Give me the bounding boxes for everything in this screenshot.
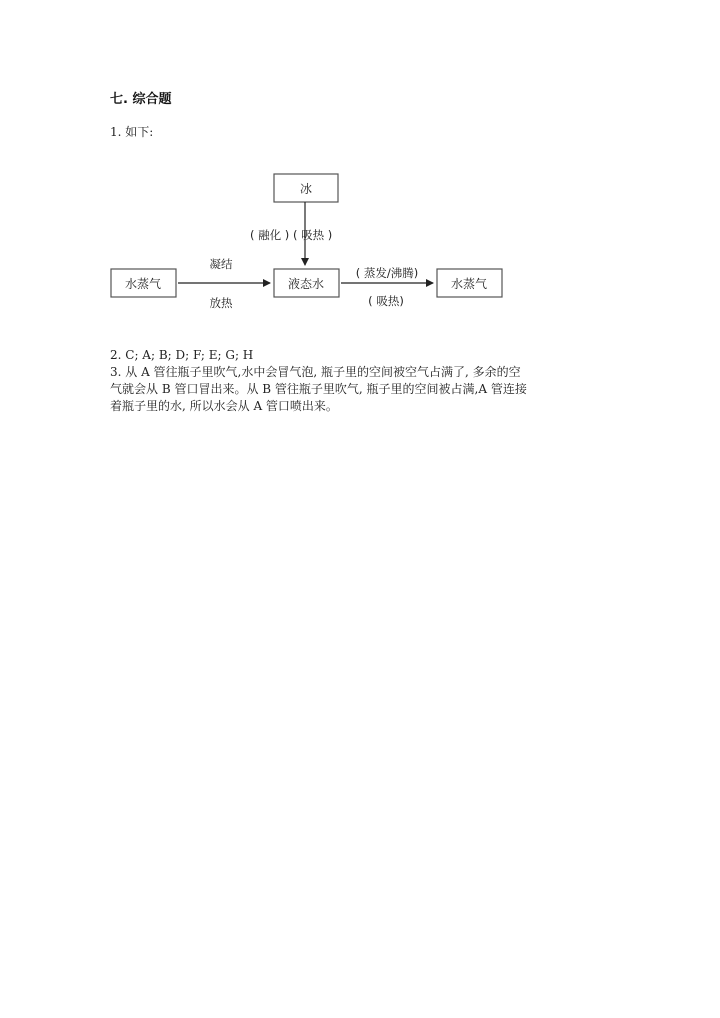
question-3-answer bbox=[110, 364, 610, 415]
section-title: 七. 综合题 bbox=[110, 92, 172, 107]
node-liquid-water-label: 液态水 bbox=[287, 277, 325, 291]
node-ice bbox=[274, 174, 338, 202]
node-liquid-water bbox=[274, 269, 339, 297]
node-water-vapor-left-label: 水蒸气 bbox=[124, 277, 162, 291]
state-change-diagram bbox=[100, 165, 520, 315]
node-water-vapor-right-label: 水蒸气 bbox=[450, 277, 488, 291]
label-evaporation: ( 蒸发/沸腾) bbox=[355, 266, 419, 280]
question-1-text: 1. 如下: bbox=[110, 125, 154, 139]
node-water-vapor-right bbox=[437, 269, 502, 297]
label-melting: ( 融化 ) ( 吸热 ) bbox=[250, 228, 333, 242]
question-3-line: 气就会从 B 管口冒出来。从 B 管往瓶子里吹气, 瓶子里的空间被占满,A 管连接 bbox=[110, 382, 527, 396]
label-release-heat: 放热 bbox=[209, 296, 233, 310]
node-water-vapor-left bbox=[111, 269, 176, 297]
question-3-line: 3. 从 A 管往瓶子里吹气,水中会冒气泡, 瓶子里的空间被空气占满了, 多余的空 bbox=[110, 365, 521, 379]
question-3-line: 着瓶子里的水, 所以水会从 A 管口喷出来。 bbox=[110, 399, 338, 413]
question-2-text: 2. C; A; B; D; F; E; G; H bbox=[110, 348, 254, 362]
label-condensation: 凝结 bbox=[209, 257, 233, 271]
node-ice-label: 冰 bbox=[299, 182, 313, 196]
label-absorb-heat: ( 吸热) bbox=[368, 294, 404, 308]
